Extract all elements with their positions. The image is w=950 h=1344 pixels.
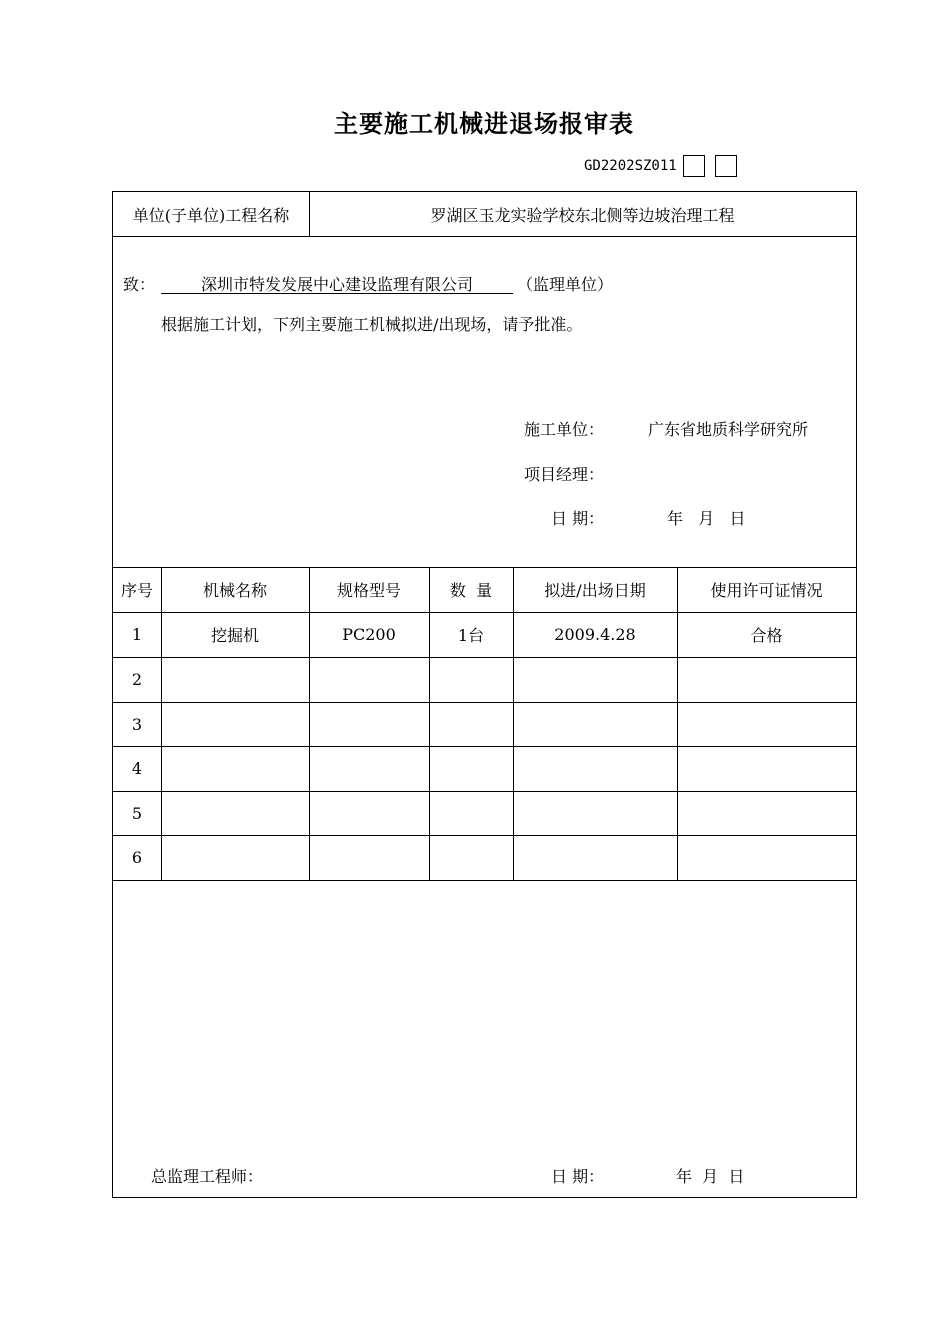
table-cell-model[interactable] [309, 657, 429, 702]
table-cell-quantity[interactable] [429, 702, 513, 746]
table-cell-date[interactable] [513, 791, 677, 835]
table-cell-date[interactable] [513, 657, 677, 702]
date-label: 日 期： [551, 509, 605, 528]
col-header-date: 拟进/出场日期 [544, 581, 646, 600]
col-header-model: 规格型号 [336, 581, 401, 600]
table-cell-index: 4 [131, 759, 143, 778]
table-cell-machine[interactable] [161, 835, 309, 880]
table-cell-machine[interactable]: 挖掘机 [210, 626, 259, 645]
table-cell-index: 6 [131, 848, 143, 867]
table-cell-model[interactable] [309, 702, 429, 746]
table-cell-machine[interactable] [161, 746, 309, 791]
col-header-index: 序号 [120, 581, 153, 600]
table-cell-license[interactable] [677, 746, 856, 791]
table-cell-machine[interactable] [161, 657, 309, 702]
table-cell-model[interactable]: PC200 [342, 625, 396, 644]
table-cell-license[interactable] [677, 702, 856, 746]
to-suffix: （监理单位） [517, 275, 614, 294]
contractor-name[interactable]: 广东省地质科学研究所 [648, 420, 809, 439]
chief-engineer-label: 总监理工程师： [151, 1167, 264, 1186]
table-cell-date[interactable] [513, 835, 677, 880]
divider [113, 880, 856, 881]
table-cell-index: 2 [131, 670, 143, 689]
code-box-2[interactable] [715, 155, 737, 177]
col-header-machine: 机械名称 [202, 581, 267, 600]
divider [113, 236, 856, 237]
form-code: GD2202SZ011 [584, 158, 677, 174]
table-cell-license[interactable] [677, 657, 856, 702]
to-recipient[interactable]: 深圳市特发发展中心建设监理有限公司 [161, 272, 513, 294]
bottom-date-placeholder[interactable]: 年 月 日 [676, 1167, 745, 1186]
form-title: 主要施工机械进退场报审表 [334, 109, 634, 138]
table-cell-machine[interactable] [161, 702, 309, 746]
table-cell-quantity[interactable] [429, 657, 513, 702]
to-label: 致： [123, 275, 156, 294]
table-cell-index: 1 [131, 625, 143, 644]
body-text: 根据施工计划，下列主要施工机械拟进/出现场，请予批准。 [161, 315, 583, 334]
table-cell-index: 5 [131, 803, 143, 823]
table-cell-date[interactable] [513, 702, 677, 746]
project-name-label: 单位(子单位)工程名称 [132, 205, 290, 225]
col-header-license: 使用许可证情况 [710, 581, 823, 600]
table-cell-model[interactable] [309, 791, 429, 835]
col-header-quantity: 数 量 [449, 581, 493, 600]
table-cell-license[interactable] [677, 791, 856, 835]
table-cell-quantity[interactable] [429, 746, 513, 791]
bottom-date-label: 日 期： [551, 1167, 605, 1186]
date-placeholder[interactable]: 年 月 日 [667, 509, 746, 528]
form-code-row [584, 154, 747, 178]
table-cell-quantity[interactable] [429, 791, 513, 835]
table-cell-index: 3 [131, 714, 143, 734]
table-cell-model[interactable] [309, 835, 429, 880]
manager-label: 项目经理： [524, 465, 605, 484]
table-cell-date[interactable] [513, 746, 677, 791]
code-box-1[interactable] [683, 155, 705, 177]
table-cell-license[interactable]: 合格 [750, 626, 783, 645]
table-cell-quantity[interactable]: 1台 [457, 626, 485, 645]
contractor-label: 施工单位： [524, 420, 605, 439]
table-cell-license[interactable] [677, 835, 856, 880]
table-cell-model[interactable] [309, 746, 429, 791]
form-frame [112, 191, 857, 1198]
table-cell-quantity[interactable] [429, 835, 513, 880]
project-name-value[interactable]: 罗湖区玉龙实验学校东北侧等边坡治理工程 [430, 205, 735, 225]
table-cell-machine[interactable] [161, 791, 309, 835]
table-cell-date[interactable]: 2009.4.28 [554, 625, 636, 644]
